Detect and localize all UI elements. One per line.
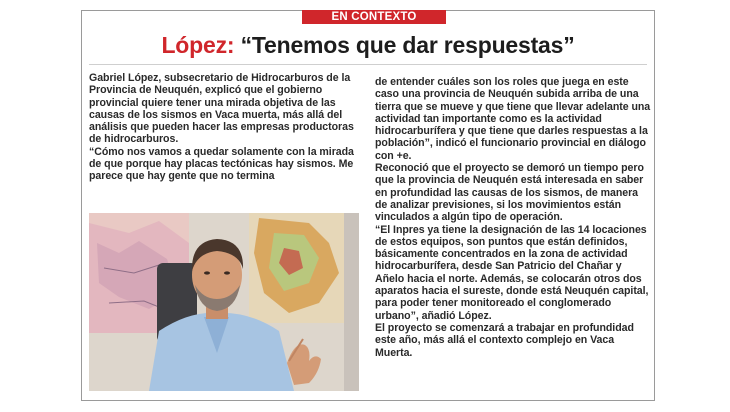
paragraph: “Cómo nos vamos a quedar solamente con la mirada de que porque hay placas tectónicas hay sismos. Me parece que hay gente que no termina (89, 145, 354, 183)
paragraph: Gabriel López, subsecretario de Hidrocarburos de la Provincia de Neuquén, explicó que el gobierno provincial quiere tener una mirada objetiva de las causas de los sismos en Vaca muerta, más allá del análisis que pueden hacer las empresas productoras de hidrocarburos. (89, 72, 354, 146)
section-label: EN CONTEXTO (302, 10, 446, 24)
headline (81, 30, 655, 60)
headline-name: López: (161, 32, 235, 58)
headline-divider (89, 64, 647, 65)
photo-illustration (89, 213, 359, 391)
paragraph: El proyecto se comenzará a trabajar en profundidad este año, más allá el contexto complejo en Vaca Muerta. (375, 321, 634, 359)
paragraph: “El Inpres ya tiene la designación de las 14 locaciones de estos equipos, son puntos que están definidos, básicamente concentrados en la zona de actividad hidrocarburífera, desde San Patricio del Chañar y Añelo hacia el norte. Además, se colocarán otros dos aparatos hacia el sureste, donde está Neuquén capital, para poder tener monitoreado el conglomerado urbano”, añadió López. (375, 223, 649, 322)
paragraph: Reconoció que el proyecto se demoró un tiempo pero que la provincia de Neuquén está interesada en saber en profundidad las causas de los sismos, de manera de analizar previsiones, si los movimientos están vinculados a algún tipo de operación. (375, 162, 644, 224)
article-photo (89, 213, 359, 391)
headline-quote: “Tenemos que dar respuestas” (240, 32, 575, 58)
left-column (89, 72, 361, 183)
paragraph: de entender cuáles son los roles que juega en este caso una provincia de Neuquén subida arriba de una tierra que se mueve y que tiene que llevar adelante una actividad tan importante como es la actividad hidrocarburífera y que tiene que darles respuestas a la población”, indicó el funcionario provincial en diálogo con +e. (375, 76, 651, 162)
right-column (375, 76, 651, 359)
